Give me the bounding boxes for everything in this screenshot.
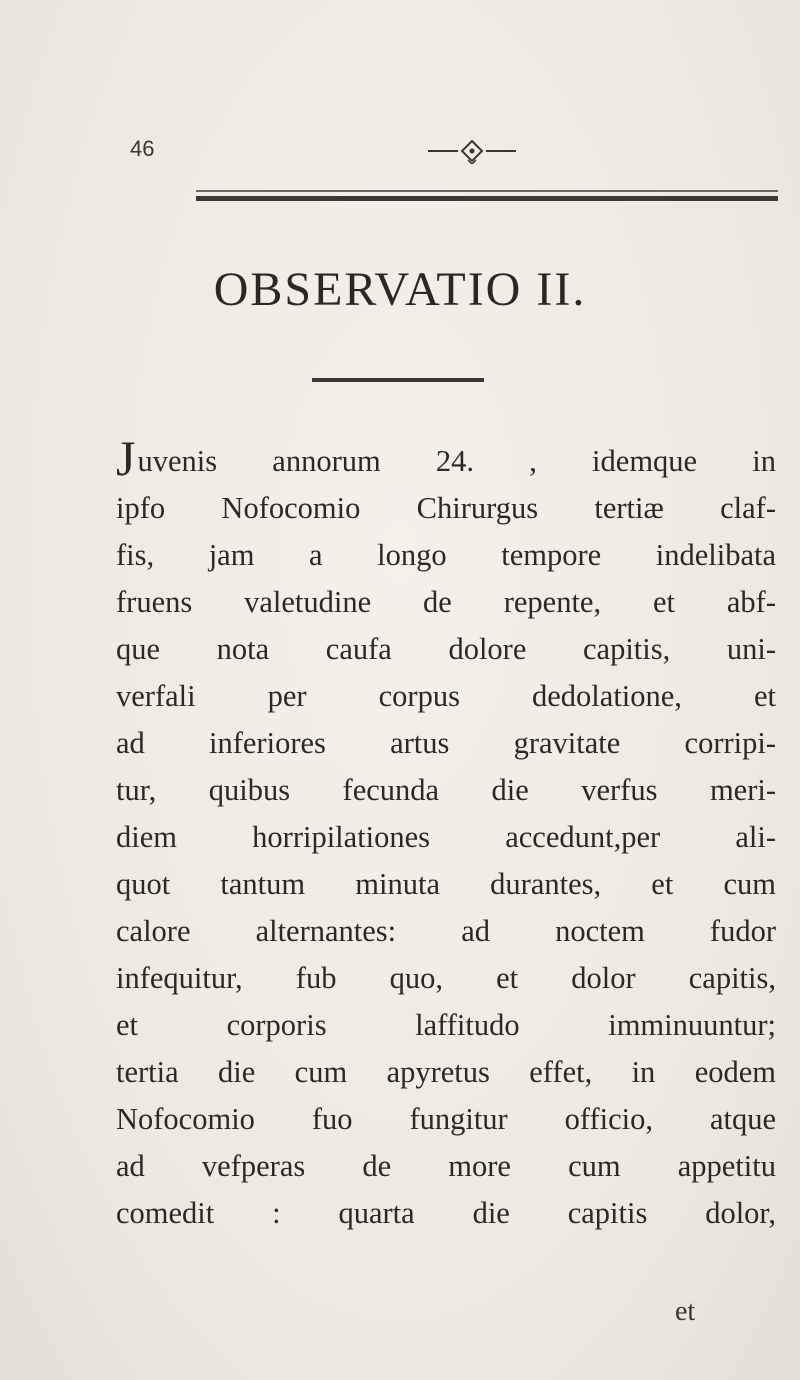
text-line: infequitur, fub quo, et dolor capitis, <box>116 961 776 995</box>
dropcap: J <box>116 430 136 486</box>
text-line: calore alternantes: ad noctem fudor <box>116 914 776 948</box>
text-line: verfali per corpus dedolatione, et <box>116 679 776 713</box>
text-line: fruens valetudine de repente, et abf- <box>116 585 776 619</box>
section-title: OBSERVATIO II. <box>213 263 587 316</box>
header-rule <box>196 196 778 201</box>
text-line: tur, quibus fecunda die verfus meri- <box>116 773 776 807</box>
title-rule <box>312 378 484 382</box>
text-line: quot tantum minuta durantes, et cum <box>116 867 776 901</box>
text-line: comedit : quarta die capitis dolor, <box>116 1196 776 1230</box>
text-line: fis, jam a longo tempore indelibata <box>116 538 776 572</box>
text-line: Nofocomio fuo fungitur officio, atque <box>116 1102 776 1136</box>
text-line: que nota caufa dolore capitis, uni- <box>116 632 776 666</box>
text-line: ipfo Nofocomio Chirurgus tertiæ claf- <box>116 491 776 525</box>
body-text <box>116 430 776 1237</box>
page-number: 46 <box>130 136 155 161</box>
header-rule-thin <box>196 190 778 192</box>
text-line: diem horripilationes accedunt,per ali- <box>116 820 776 854</box>
page-header <box>130 118 790 168</box>
text-line: ad vefperas de more cum appetitu <box>116 1149 776 1183</box>
text-line: ad inferiores artus gravitate corripi- <box>116 726 776 760</box>
ornament-icon <box>428 138 516 164</box>
text-line: et corporis laffitudo imminuuntur; <box>116 1008 776 1042</box>
catchword: et <box>675 1296 696 1327</box>
text-line: Juvenis annorum 24. , idemque in <box>116 430 776 486</box>
text-line: tertia die cum apyretus effet, in eodem <box>116 1055 776 1089</box>
